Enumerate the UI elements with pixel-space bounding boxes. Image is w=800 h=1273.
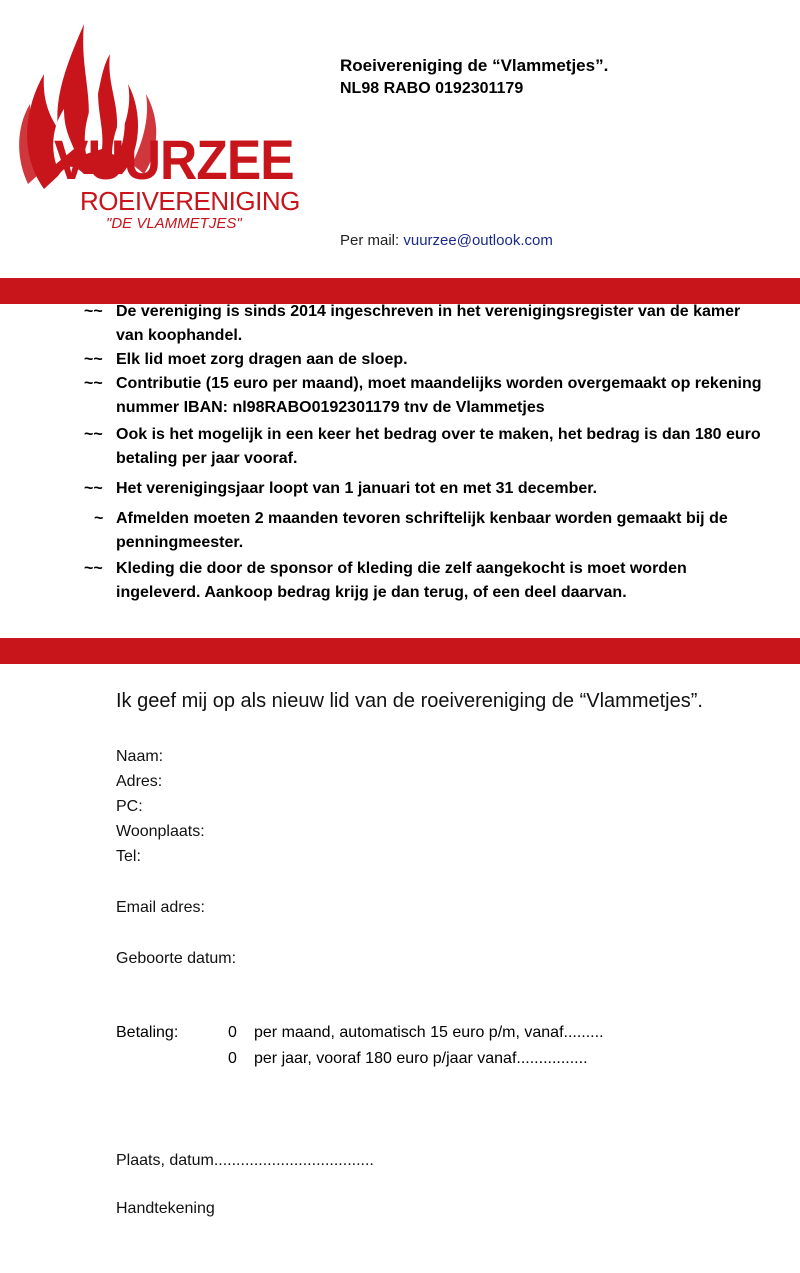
option-monthly-checkbox[interactable]: 0 [228,1024,237,1041]
adres-field[interactable]: Adres: [116,773,163,790]
rule-text: Kleding die door de sponsor of kleding die zelf aangekocht is moet worden ingeleverd. Aankoop bedrag krijg je dan terug, of een deel daarvan. [116,560,687,601]
naam-field[interactable]: Naam: [116,748,164,765]
rule-item [0,477,800,501]
form-intro: Ik geef mij op als nieuw lid van de roeivereniging de “Vlammetjes”. [116,690,703,712]
rule-item [0,300,800,348]
plaats-datum-field[interactable]: Plaats, datum.................................... [116,1152,374,1169]
rule-item [0,348,800,372]
logo-subtitle: ROEIVERENIGING [80,186,300,216]
divider-bar-bottom [0,638,800,664]
rule-text: Afmelden moeten 2 maanden tevoren schriftelijk kenbaar worden gemaakt bij de penningmeester. [116,510,728,551]
rule-item [0,372,800,420]
club-logo [14,14,304,234]
club-iban: NL98 RABO 0192301179 [340,80,524,97]
betaling-label: Betaling: [116,1024,179,1041]
rule-item [0,507,800,555]
rule-marker: ~~ [84,480,103,497]
rule-marker: ~~ [84,375,103,392]
rule-item [0,423,800,471]
logo-wordmark: VUURZEE [54,128,294,191]
rules-list [0,300,800,605]
rule-item [0,557,800,605]
pc-field[interactable]: PC: [116,798,143,815]
rule-text: Contributie (15 euro per maand), moet maandelijks worden overgemaakt op rekening nummer IBAN: nl98RABO0192301179 tnv de Vlammetjes [116,375,762,416]
geboortedatum-field[interactable]: Geboorte datum: [116,950,237,967]
woonplaats-field[interactable]: Woonplaats: [116,823,205,840]
email-field[interactable]: Email adres: [116,899,205,916]
rule-marker: ~~ [84,303,103,320]
mail-prefix: Per mail: [340,232,400,249]
option-yearly-checkbox[interactable]: 0 [228,1050,237,1067]
rule-text: Elk lid moet zorg dragen aan de sloep. [116,351,408,368]
tel-field[interactable]: Tel: [116,848,141,865]
logo-tagline: "DE VLAMMETJES" [106,215,242,232]
rule-marker: ~~ [84,560,103,577]
rule-marker: ~~ [84,351,103,368]
rule-text: De vereniging is sinds 2014 ingeschreven in het verenigingsregister van de kamer van koophandel. [116,303,741,344]
contact-mail [340,232,553,249]
club-name: Roeivereniging de “Vlammetjes”. [340,56,609,75]
rule-marker: ~ [94,510,104,527]
handtekening-field[interactable]: Handtekening [116,1200,215,1217]
rule-text: Ook is het mogelijk in een keer het bedrag over te maken, het bedrag is dan 180 euro betaling per jaar vooraf. [116,426,761,467]
option-monthly-label: per maand, automatisch 15 euro p/m, vanaf......... [254,1024,604,1041]
option-yearly-label: per jaar, vooraf 180 euro p/jaar vanaf................ [254,1050,588,1067]
mail-link[interactable]: vuurzee@outlook.com [403,232,553,249]
rule-text: Het verenigingsjaar loopt van 1 januari tot en met 31 december. [116,480,598,497]
rule-marker: ~~ [84,426,103,443]
